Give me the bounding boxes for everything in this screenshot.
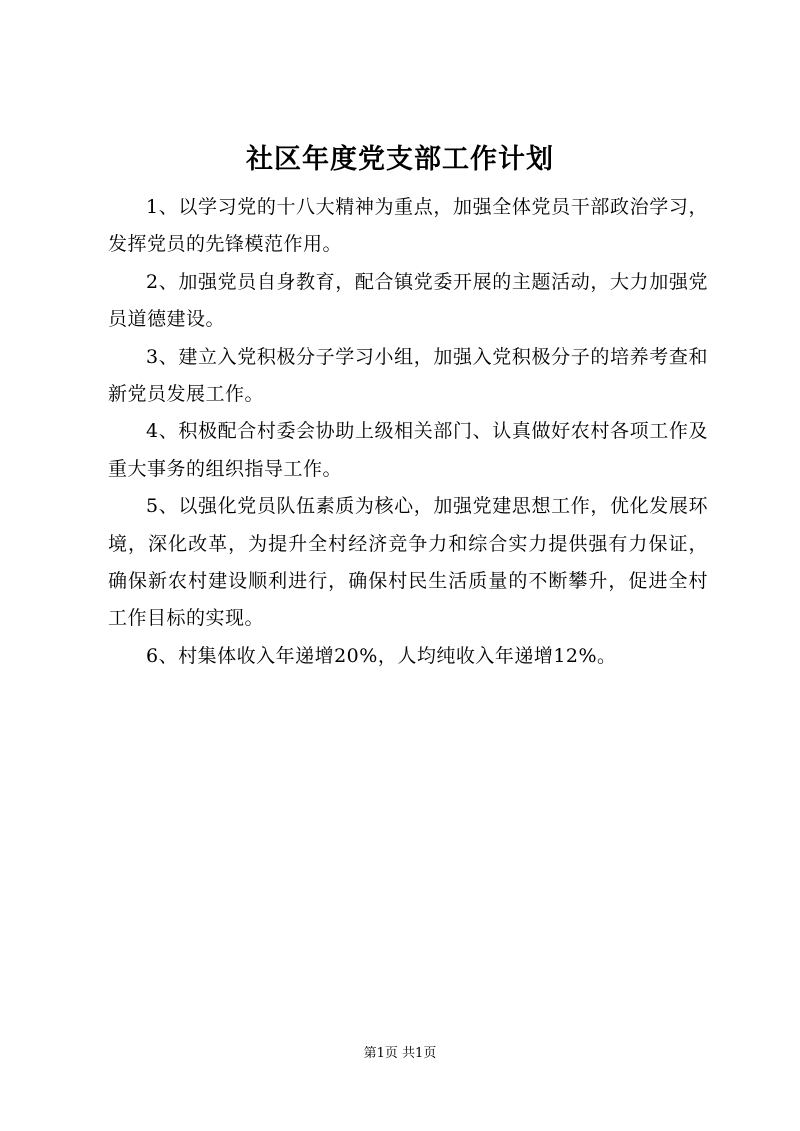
- paragraph-1: 1、以学习党的十八大精神为重点，加强全体党员干部政治学习，发挥党员的先锋模范作用。: [108, 196, 708, 256]
- document-body: [108, 189, 708, 675]
- page-footer: 第1页 共1页: [363, 1046, 437, 1061]
- paragraph-6: 6、村集体收入年递增20%，人均纯收入年递增12%。: [146, 644, 617, 667]
- document-title: 社区年度党支部工作计划: [246, 144, 554, 175]
- paragraph-2: 2、加强党员自身教育，配合镇党委开展的主题活动，大力加强党员道德建设。: [108, 270, 708, 331]
- paragraph-5: 5、以强化党员队伍素质为核心，加强党建思想工作，优化发展环境，深化改革，为提升全村经济竞争力和综合实力提供强有力保证，确保新农村建设顺利进行，确保村民生活质量的不断攀升，促进全村工作目标的实现。: [108, 495, 708, 630]
- paragraph-4: 4、积极配合村委会协助上级相关部门、认真做好农村各项工作及重大事务的组织指导工作。: [108, 420, 708, 480]
- paragraph-3: 3、建立入党积极分子学习小组，加强入党积极分子的培养考查和新党员发展工作。: [108, 345, 708, 406]
